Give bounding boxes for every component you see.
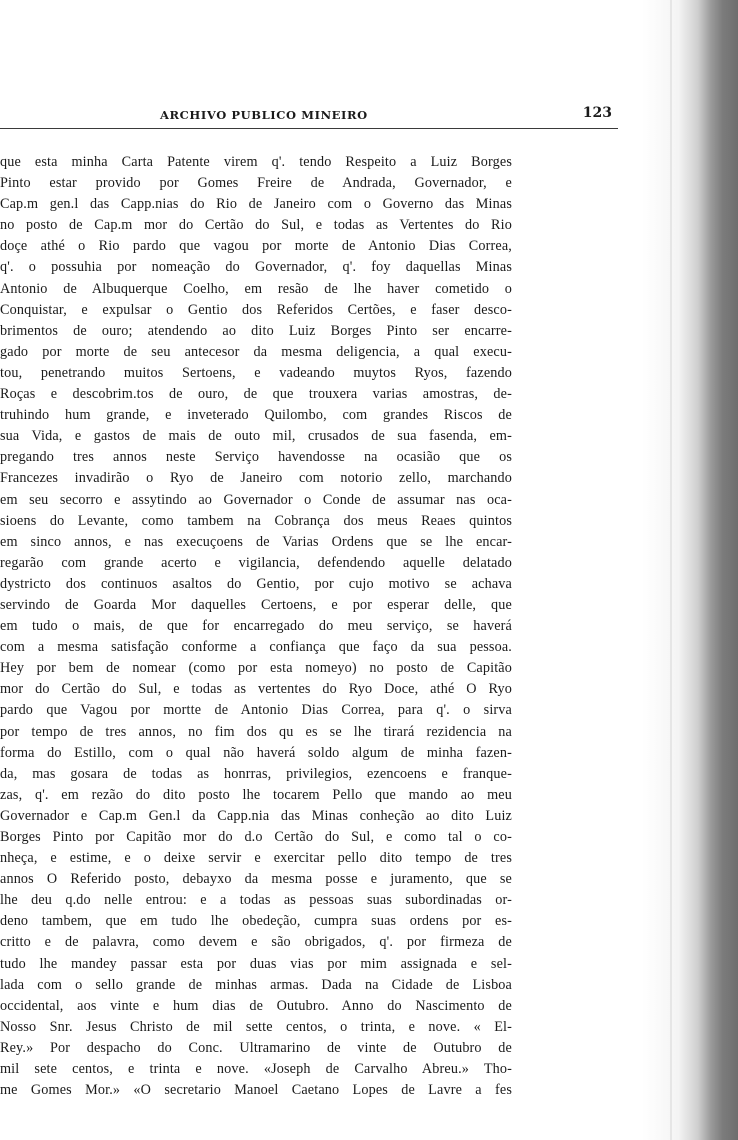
text-line: Francezes invadirão o Ryo de Janeiro com notorio zello, marchando (0, 470, 512, 487)
text-line: truhindo hum grande, e inveterado Quilombo, com grandes Riscos de (0, 407, 512, 424)
text-line: Antonio de Albuquerque Coelho, em resão de lhe haver cometido o (0, 280, 512, 297)
text-line: deno tambem, que em tudo lhe obedeção, cumpra suas ordens por es- (0, 913, 512, 930)
text-line: que esta minha Carta Patente virem q'. tendo Respeito a Luiz Borges (0, 154, 512, 170)
text-line: me Gomes Mor.» «O secretario Manoel Caetano Lopes de Lavre a fes (0, 1082, 512, 1099)
text-line: gado por morte de seu antecesor da mesma deligencia, a qual execu- (0, 343, 512, 360)
text-line: Hey por bem de nomear (como por esta nomeyo) no posto de Capitão (0, 660, 512, 677)
text-line: Governador e Cap.m Gen.l da Capp.nia das Minas conheção ao dito Luiz (0, 807, 512, 824)
text-line: tudo lhe mandey passar esta por duas vias por mim assignada e sel- (0, 955, 512, 972)
text-line: lhe deu q.do nelle entrou: e a todas as pessoas suas subordinadas or- (0, 892, 512, 909)
text-line: zas, q'. em rezão do dito posto lhe tocarem Pello que mando ao meu (0, 786, 512, 803)
text-line: annos O Referido posto, debayxo da mesma posse e juramento, que se (0, 871, 512, 888)
text-line: forma do Estillo, com o qual não haverá soldo algum de minha fazen- (0, 744, 512, 761)
text-line: Pinto estar provido por Gomes Freire de Andrada, Governador, e (0, 175, 512, 192)
text-line: Borges Pinto por Capitão mor do d.o Certão do Sul, e como tal o co- (0, 829, 512, 845)
text-line: critto e de palavra, como devem e são obrigados, q'. por firmeza de (0, 934, 512, 951)
text-line: Conquistar, e expulsar o Gentio dos Referidos Certões, e faser desco- (0, 301, 512, 318)
text-line: regarão com grande acerto e vigilancia, defendendo aquelle delatado (0, 554, 512, 571)
text-line: sua Vida, e gastos de mais de outo mil, crusados de sua fasenda, em- (0, 428, 512, 445)
running-header (0, 104, 618, 129)
text-line: em seu secorro e assytindo ao Governador o Conde de assumar nas oca- (0, 491, 512, 508)
text-line: tou, penetrando muitos Sertoens, e vadeando muytos Ryos, fazendo (0, 364, 512, 381)
text-line: pardo que Vagou por mortte de Antonio Dias Correa, para q'. o sirva (0, 702, 512, 719)
text-line: brimentos de ouro; atendendo ao dito Luiz Borges Pinto ser encarre- (0, 322, 512, 339)
text-line: no posto de Cap.m mor do Certão do Sul, e todas as Vertentes do Rio (0, 217, 512, 234)
text-line: por tempo de tres annos, no fim dos qu es se lhe tirará rezidencia na (0, 723, 512, 740)
text-line: pregando tres annos neste Serviço havendosse na ocasião que os (0, 449, 512, 466)
text-line: mor do Certão do Sul, e todas as vertentes do Ryo Doce, athé O Ryo (0, 681, 512, 698)
text-line: lada com o sello grande de minhas armas. Dada na Cidade de Lisboa (0, 976, 512, 993)
text-line: servindo de Goarda Mor daquelles Certoens, e por esperar delle, que (0, 596, 512, 613)
text-line: dystricto dos continuos asaltos do Gentio, por cujo motivo se achava (0, 575, 512, 592)
text-line: mil sete centos, e trinta e nove. «Joseph de Carvalho Abreu.» Tho- (0, 1061, 512, 1078)
scan-binding-edge (642, 0, 738, 1140)
text-line: em tudo o mais, de que for encarregado do meu serviço, se haverá (0, 618, 512, 635)
text-line: sioens do Levante, como tambem na Cobrança dos meus Reaes quintos (0, 512, 512, 529)
text-line: occidental, aos vinte e hum dias de Outubro. Anno do Nascimento de (0, 997, 512, 1014)
page-number: 123 (582, 105, 612, 121)
text-line: q'. o possuhia por nomeação do Governador, q'. foy daquellas Minas (0, 259, 512, 276)
running-title: ARCHIVO PUBLICO MINEIRO (160, 108, 368, 122)
text-line: Cap.m gen.l das Capp.nias do Rio de Janeiro com o Governo das Minas (0, 196, 512, 213)
text-line: Nosso Snr. Jesus Christo de mil sette centos, o trinta, e nove. « El- (0, 1018, 512, 1035)
text-line: em sinco annos, e nas execuçoens de Varias Ordens que se lhe encar- (0, 533, 512, 550)
text-line: com a mesma satisfação conforme a confiança que faço da sua pessoa. (0, 639, 512, 656)
text-line: Roças e descobrim.tos de ouro, de que trouxera varias amostras, de- (0, 386, 512, 403)
text-line: da, mas gosara de todas as honrras, privilegios, ezencoens e franque- (0, 765, 512, 782)
text-line: doçe athé o Rio pardo que vagou por morte de Antonio Dias Correa, (0, 238, 512, 255)
body-text (0, 152, 512, 1101)
text-line: nheça, e estime, e o deixe servir e exercitar pello dito tempo de tres (0, 850, 512, 867)
text-line: Rey.» Por despacho do Conc. Ultramarino de vinte de Outubro de (0, 1039, 512, 1056)
